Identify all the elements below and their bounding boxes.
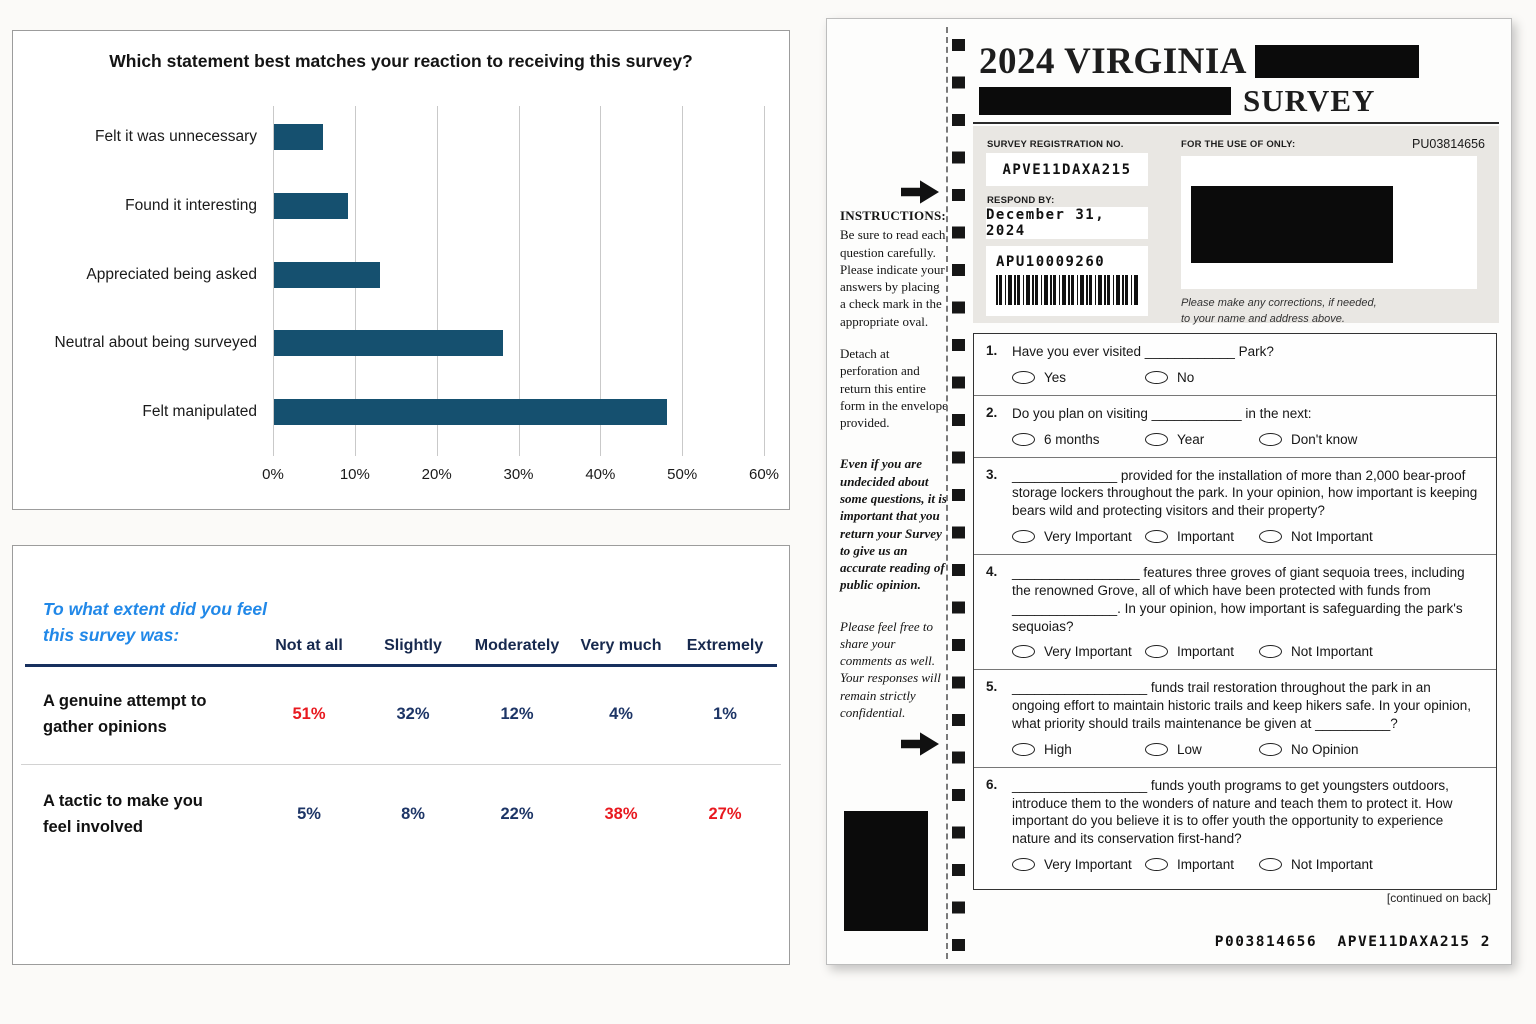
question-number: 3. — [986, 466, 998, 482]
reaction-bar-chart-panel — [12, 30, 790, 510]
x-tick-label: 50% — [667, 466, 698, 483]
answer-option — [1259, 432, 1357, 447]
respond-by-date: December 31, 2024 — [986, 207, 1106, 239]
row-label: A tactic to make you feel involved — [43, 791, 203, 836]
respond-by-label: RESPOND BY: — [987, 195, 1055, 206]
question-row — [974, 670, 1496, 767]
registration-number: APVE11DAXA215 — [1002, 161, 1132, 178]
category-label: Found it interesting — [125, 196, 257, 214]
x-tick-label: 40% — [585, 466, 616, 483]
answer-option — [1259, 742, 1359, 757]
table-row-separator — [21, 764, 781, 765]
answer-option — [1012, 857, 1145, 872]
category-label: Appreciated being asked — [86, 265, 257, 283]
x-tick-label: 30% — [503, 466, 534, 483]
table-row — [25, 678, 777, 750]
answer-oval — [1012, 645, 1035, 658]
answer-oval — [1145, 530, 1168, 543]
question-text: _________________ features three groves of giant sequoia trees, including the renowned Grove, all of which have been protected with funds from ______________. In your opinion, how important is safeguarding the park's sequoias? — [1012, 565, 1465, 634]
bar — [274, 124, 323, 150]
column-header: Slightly — [384, 637, 442, 654]
question-body — [1012, 564, 1482, 659]
redaction-box — [844, 811, 928, 931]
questions-box — [973, 333, 1497, 890]
instructions-paragraph: Even if you are undecided about some questions, it is important that you return your Survey to give us an accurate reading of public opinion. — [840, 456, 947, 593]
answer-oval — [1145, 371, 1168, 384]
question-options — [1012, 644, 1482, 659]
question-body — [1012, 467, 1482, 544]
corrections-note-line: to your name and address above. — [1181, 312, 1345, 325]
registration-number-label: SURVEY REGISTRATION NO. — [987, 139, 1124, 150]
redaction-box — [1255, 45, 1419, 78]
instructions-paragraph: Please feel free to share your comments as well. Your responses will remain strictly confidential. — [840, 618, 941, 721]
form-title-year: 2024 VIRGINIA — [979, 41, 1247, 82]
option-label: Low — [1177, 741, 1202, 757]
value-cell: 27% — [708, 804, 742, 823]
row-label: A genuine attempt to gather opinions — [43, 691, 207, 736]
question-text: Do you plan on visiting ____________ in the next: — [1012, 405, 1312, 421]
question-options — [1012, 529, 1482, 544]
address-box — [1181, 156, 1477, 289]
answer-option — [1145, 742, 1259, 757]
redaction-box — [1191, 186, 1393, 263]
chart-plot-area — [273, 106, 764, 456]
answer-option — [1259, 644, 1373, 659]
answer-oval — [1259, 743, 1282, 756]
answer-oval — [1259, 645, 1282, 658]
option-label: Very Important — [1044, 644, 1132, 660]
chart-title: Which statement best matches your reaction to receiving this survey? — [109, 51, 693, 71]
question-row — [974, 458, 1496, 555]
perforation-squares — [952, 39, 965, 960]
corrections-note — [1181, 296, 1377, 328]
bar — [274, 399, 667, 425]
barcode-image — [996, 275, 1140, 305]
answer-option — [1012, 432, 1145, 447]
option-label: Very Important — [1044, 857, 1132, 872]
value-cell: 8% — [401, 804, 425, 823]
table-header-rule — [25, 664, 777, 667]
option-label: No — [1177, 369, 1195, 385]
continued-note: [continued on back] — [1386, 891, 1491, 905]
instructions-paragraph: Detach at perforation and return this entire form in the envelope provided. — [840, 345, 948, 431]
option-label: Very Important — [1044, 529, 1132, 545]
answer-oval — [1012, 743, 1035, 756]
form-tracking-code: P003814656 APVE11DAXA215 2 — [1214, 934, 1491, 950]
question-text: __________________ funds trail restoration throughout the park in an ongoing effort to maintain historic trails and keep hikers safe. In your opinion, what priority should trails maintenance be given at __________? — [1012, 680, 1472, 731]
gridline — [764, 106, 765, 456]
answer-option — [1145, 370, 1259, 385]
question-options — [1012, 857, 1482, 872]
question-text: ______________ provided for the installation of more than 2,000 bear-proof storage lockers throughout the park. In your opinion, how important is keeping bears wild and protecting visitors and their property? — [1012, 467, 1478, 519]
title-divider — [973, 122, 1499, 124]
answer-oval — [1145, 858, 1168, 871]
value-cell: 5% — [297, 804, 321, 823]
instructions-paragraph: Be sure to read each question carefully. Please indicate your answers by placing a check mark in the appropriate oval. — [840, 227, 946, 329]
office-use-label: FOR THE USE OF ONLY: — [1181, 139, 1296, 150]
category-label: Felt manipulated — [142, 403, 257, 420]
value-cell: 51% — [292, 704, 326, 723]
column-header: Not at all — [275, 637, 343, 654]
question-body — [1012, 679, 1482, 756]
answer-oval — [1145, 645, 1168, 658]
barcode-number: APU10009260 — [996, 254, 1106, 270]
value-cell: 1% — [713, 704, 737, 723]
category-label: Neutral about being surveyed — [54, 334, 257, 352]
value-cell: 12% — [500, 704, 534, 723]
right-arrow-icon — [901, 177, 939, 207]
answer-option — [1012, 529, 1145, 544]
option-label: Not Important — [1291, 529, 1373, 545]
question-text: __________________ funds youth programs to get youngsters outdoors, introduce them to the wonders of nature and teach them to protect it. How important do you believe it is to offer youth the opportunity to experience nature and its conservation first-hand? — [1012, 777, 1453, 847]
x-tick-label: 0% — [262, 466, 284, 483]
table-heading: To what extent did you feel this survey was: — [43, 599, 267, 646]
value-cell: 22% — [500, 804, 534, 823]
question-body — [1012, 777, 1482, 872]
answer-oval — [1145, 433, 1168, 446]
redaction-box — [979, 87, 1231, 115]
bar — [274, 193, 348, 219]
answer-oval — [1012, 858, 1035, 871]
question-options — [1012, 432, 1482, 447]
value-cell: 38% — [604, 804, 638, 823]
value-cell: 32% — [396, 704, 430, 723]
form-title-word: SURVEY — [1243, 83, 1376, 118]
right-arrow-icon — [901, 729, 939, 759]
option-label: No Opinion — [1291, 741, 1359, 757]
question-options — [1012, 742, 1482, 757]
chart-category-axis — [13, 106, 257, 456]
chart-x-axis — [262, 466, 780, 488]
column-header: Moderately — [474, 637, 560, 654]
answer-option — [1145, 644, 1259, 659]
survey-perception-table-panel — [12, 545, 790, 965]
answer-oval — [1012, 433, 1035, 446]
corrections-note-line: Please make any corrections, if needed, — [1181, 297, 1377, 309]
category-label: Felt it was unnecessary — [95, 128, 257, 145]
bar — [274, 262, 380, 288]
answer-option — [1012, 742, 1145, 757]
bar — [274, 330, 503, 356]
question-body — [1012, 405, 1482, 447]
option-label: Not Important — [1291, 644, 1373, 660]
question-row — [974, 555, 1496, 670]
answer-oval — [1259, 858, 1282, 871]
form-title-line2 — [979, 85, 1375, 116]
column-header: Very much — [580, 637, 662, 654]
x-tick-label: 20% — [421, 466, 452, 483]
question-number: 4. — [986, 564, 998, 580]
question-row — [974, 334, 1496, 396]
form-main-area — [973, 19, 1501, 964]
answer-oval — [1012, 530, 1035, 543]
option-label: Yes — [1044, 369, 1067, 385]
x-tick-label: 10% — [339, 466, 370, 483]
question-number: 6. — [986, 776, 998, 792]
question-body — [1012, 343, 1482, 385]
answer-option — [1012, 644, 1145, 659]
value-cell: 4% — [609, 704, 633, 723]
question-number: 1. — [986, 343, 998, 358]
question-options — [1012, 370, 1482, 385]
question-row — [974, 768, 1496, 882]
question-number: 2. — [986, 404, 998, 420]
respond-by-box — [986, 207, 1148, 239]
option-label: Important — [1177, 857, 1235, 872]
answer-option — [1259, 857, 1373, 872]
answer-option — [1145, 529, 1259, 544]
barcode-box — [986, 246, 1148, 316]
perforation-line — [946, 27, 948, 959]
answer-oval — [1012, 371, 1035, 384]
instructions-heading: INSTRUCTIONS: — [840, 208, 946, 223]
table-row — [25, 778, 777, 850]
survey-form-scan — [826, 18, 1512, 965]
option-label: Not Important — [1291, 857, 1373, 872]
answer-option — [1145, 432, 1259, 447]
registration-number-box — [986, 153, 1148, 186]
option-label: Year — [1177, 431, 1205, 447]
office-use-ref: PU03814656 — [1412, 137, 1485, 151]
column-header: Extremely — [686, 637, 764, 654]
option-label: Don't know — [1291, 431, 1358, 447]
registration-panel — [973, 126, 1499, 323]
option-label: Important — [1177, 529, 1235, 545]
table-header-row — [25, 626, 777, 666]
gridline — [682, 106, 683, 456]
answer-option — [1012, 370, 1145, 385]
option-label: High — [1044, 741, 1072, 757]
answer-oval — [1259, 530, 1282, 543]
option-label: 6 months — [1044, 431, 1100, 447]
option-label: Important — [1177, 644, 1235, 660]
form-title-line1 — [979, 43, 1419, 80]
answer-option — [1259, 529, 1373, 544]
question-text: Have you ever visited ____________ Park? — [1012, 344, 1274, 359]
answer-option — [1145, 857, 1259, 872]
x-tick-label: 60% — [748, 466, 780, 483]
question-number: 5. — [986, 679, 998, 695]
answer-oval — [1259, 433, 1282, 446]
question-row — [974, 396, 1496, 458]
instructions-column — [840, 207, 948, 721]
answer-oval — [1145, 743, 1168, 756]
